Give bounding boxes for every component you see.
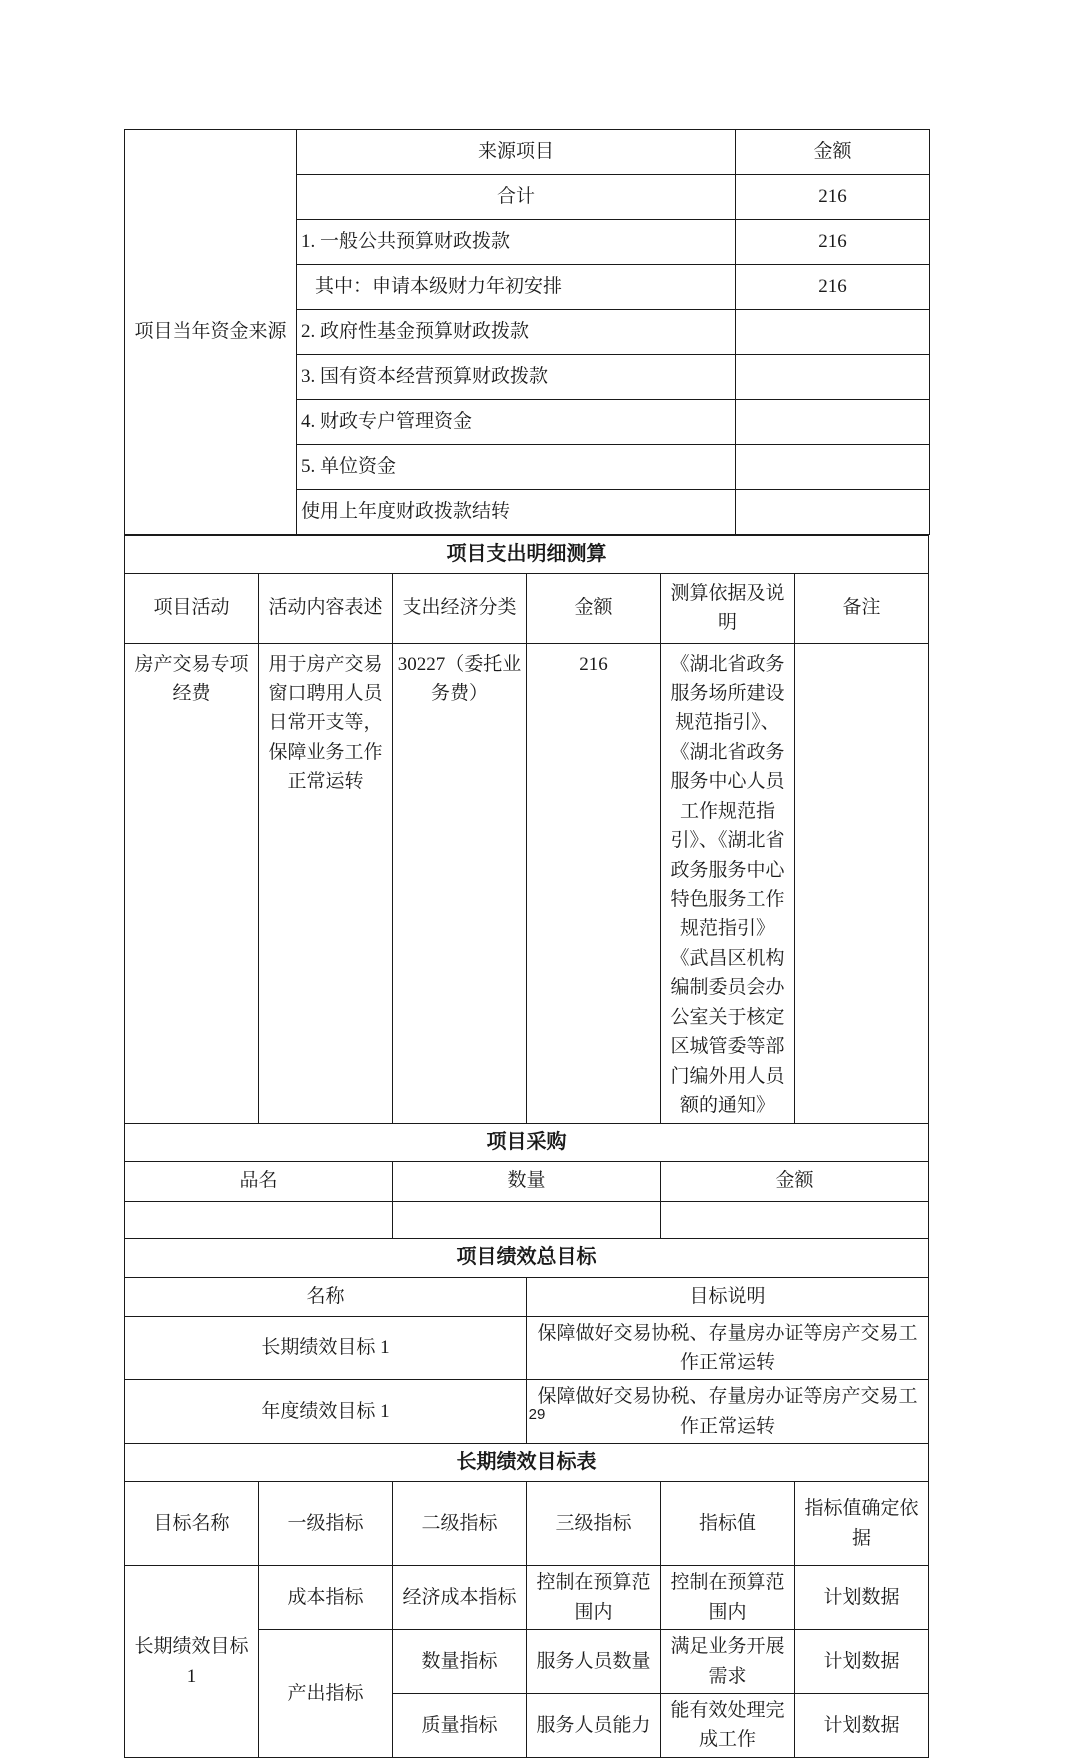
funding-source-cell: 合计 (297, 175, 736, 220)
funding-source-cell: 2. 政府性基金预算财政拨款 (297, 310, 736, 355)
expense-header-basis: 测算依据及说明 (661, 573, 795, 643)
longterm-header-value: 指标值 (661, 1482, 795, 1566)
goal-description-cell: 保障做好交易协税、存量房办证等房产交易工作正常运转 (527, 1380, 929, 1444)
procurement-header-amount: 金额 (661, 1161, 929, 1201)
table-row (125, 643, 929, 1123)
expense-basis-cell: 《湖北省政务服务场所建设规范指引》、《湖北省政务服务中心人员工作规范指引》、《湖北省政务服务中心特色服务工作规范指引》《武昌区机构编制委员会办公室关于核定区城管委等部门编外用人员额的通知》 (661, 643, 795, 1123)
expense-header-activity: 项目活动 (125, 573, 259, 643)
procurement-quantity-cell (393, 1201, 661, 1238)
indicator-value-cell: 满足业务开展需求 (661, 1630, 795, 1694)
expense-header-remark: 备注 (795, 573, 929, 643)
goal-name-cell: 长期绩效目标 1 (125, 1316, 527, 1380)
longterm-header-level2: 二级指标 (393, 1482, 527, 1566)
indicator-level2-cell: 质量指标 (393, 1694, 527, 1758)
funding-source-cell: 1. 一般公共预算财政拨款 (297, 220, 736, 265)
longterm-header-level3: 三级指标 (527, 1482, 661, 1566)
longterm-header-basis: 指标值确定依据 (795, 1482, 929, 1566)
funding-source-cell: 3. 国有资本经营预算财政拨款 (297, 355, 736, 400)
indicator-basis-cell: 计划数据 (795, 1566, 929, 1630)
funding-amount-cell (736, 490, 930, 535)
page-number: 29 (528, 1406, 546, 1423)
table-header-row (125, 1482, 929, 1566)
funding-amount-cell (736, 445, 930, 490)
expense-header-category: 支出经济分类 (393, 573, 527, 643)
section-title-row (125, 1444, 929, 1482)
funding-row-label: 项目当年资金来源 (125, 130, 297, 535)
procurement-header-quantity: 数量 (393, 1161, 661, 1201)
indicator-level3-cell: 控制在预算范围内 (527, 1566, 661, 1630)
funding-amount-cell (736, 400, 930, 445)
funding-amount-cell: 216 (736, 220, 930, 265)
expense-header-description: 活动内容表述 (259, 573, 393, 643)
funding-source-cell: 4. 财政专户管理资金 (297, 400, 736, 445)
expense-description-cell: 用于房产交易窗口聘用人员日常开支等，保障业务工作正常运转 (259, 643, 393, 1123)
procurement-header-name: 品名 (125, 1161, 393, 1201)
funding-source-cell: 5. 单位资金 (297, 445, 736, 490)
longterm-goal-title: 长期绩效目标表 (125, 1444, 929, 1482)
longterm-goal-table (124, 1443, 929, 1758)
funding-amount-cell: 216 (736, 175, 930, 220)
table-row (125, 1566, 929, 1630)
funding-source-cell: 其中：申请本级财力年初安排 (297, 265, 736, 310)
indicator-level1-cell: 成本指标 (259, 1566, 393, 1630)
section-title-row (125, 1123, 929, 1161)
section-title-row (125, 1238, 929, 1277)
indicator-level3-cell: 服务人员数量 (527, 1630, 661, 1694)
procurement-name-cell (125, 1201, 393, 1238)
longterm-header-level1: 一级指标 (259, 1482, 393, 1566)
indicator-basis-cell: 计划数据 (795, 1694, 929, 1758)
expense-header-amount: 金额 (527, 573, 661, 643)
expense-activity-cell: 房产交易专项经费 (125, 643, 259, 1123)
longterm-header-goal-name: 目标名称 (125, 1482, 259, 1566)
funding-amount-cell (736, 310, 930, 355)
table-row (125, 130, 930, 175)
expense-detail-table (124, 534, 929, 1124)
goal-description-cell: 保障做好交易协税、存量房办证等房产交易工作正常运转 (527, 1316, 929, 1380)
goal-header-description: 目标说明 (527, 1277, 929, 1316)
procurement-table (124, 1123, 929, 1239)
funding-header-source: 来源项目 (297, 130, 736, 175)
overall-goal-title: 项目绩效总目标 (125, 1238, 929, 1277)
procurement-amount-cell (661, 1201, 929, 1238)
indicator-basis-cell: 计划数据 (795, 1630, 929, 1694)
goal-header-name: 名称 (125, 1277, 527, 1316)
indicator-value-cell: 能有效处理完成工作 (661, 1694, 795, 1758)
budget-document-tables (124, 129, 929, 1758)
funding-amount-cell (736, 355, 930, 400)
indicator-level2-cell: 经济成本指标 (393, 1566, 527, 1630)
expense-detail-title: 项目支出明细测算 (125, 535, 929, 573)
funding-amount-cell: 216 (736, 265, 930, 310)
indicator-level2-cell: 数量指标 (393, 1630, 527, 1694)
table-header-row (125, 1277, 929, 1316)
table-header-row (125, 1161, 929, 1201)
section-title-row (125, 535, 929, 573)
procurement-title: 项目采购 (125, 1123, 929, 1161)
table-row (125, 1201, 929, 1238)
longterm-goal-name-cell: 长期绩效目标 1 (125, 1566, 259, 1758)
indicator-value-cell: 控制在预算范围内 (661, 1566, 795, 1630)
expense-remark-cell (795, 643, 929, 1123)
indicator-level1-cell: 产出指标 (259, 1630, 393, 1758)
indicator-level3-cell: 服务人员能力 (527, 1694, 661, 1758)
table-header-row (125, 573, 929, 643)
funding-source-table (124, 129, 930, 535)
goal-name-cell: 年度绩效目标 1 (125, 1380, 527, 1444)
table-row (125, 1316, 929, 1380)
expense-category-cell: 30227（委托业务费） (393, 643, 527, 1123)
funding-source-cell: 使用上年度财政拨款结转 (297, 490, 736, 535)
funding-header-amount: 金额 (736, 130, 930, 175)
expense-amount-cell: 216 (527, 643, 661, 1123)
